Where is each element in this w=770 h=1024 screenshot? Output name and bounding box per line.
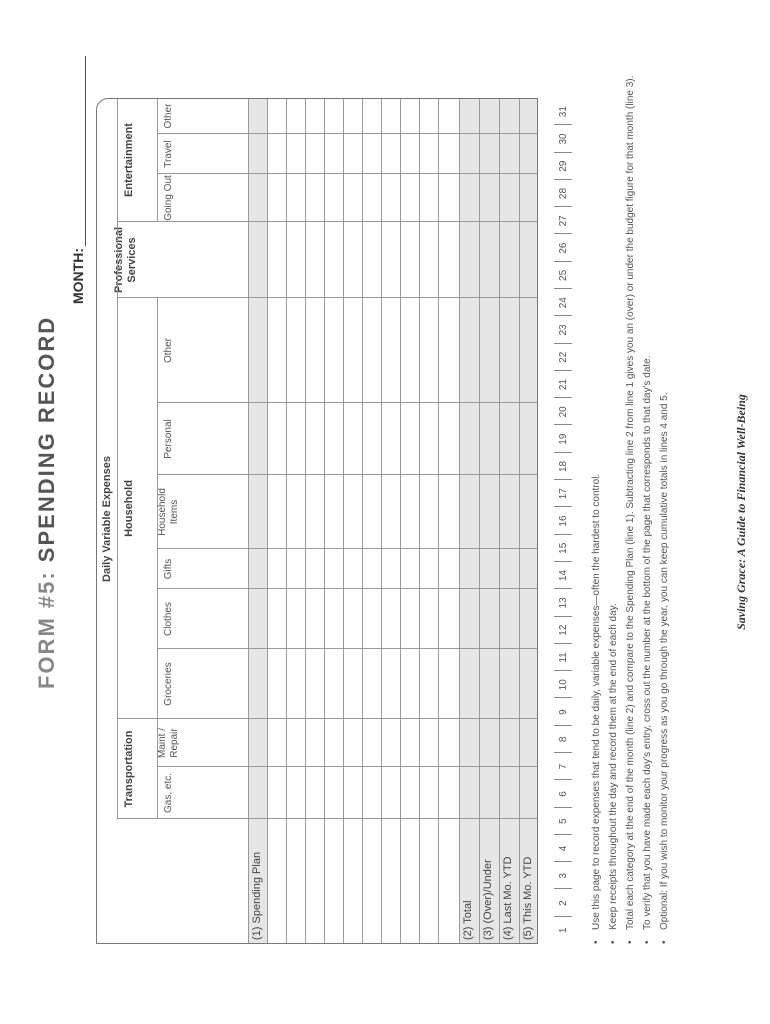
day-14[interactable]: 14 bbox=[557, 570, 569, 582]
day-separator bbox=[554, 261, 572, 262]
day-1[interactable]: 1 bbox=[557, 927, 569, 934]
col-divider bbox=[157, 766, 538, 767]
day-separator bbox=[554, 697, 572, 698]
day-17[interactable]: 17 bbox=[557, 488, 569, 500]
day-separator bbox=[554, 152, 572, 153]
day-31[interactable]: 31 bbox=[557, 106, 569, 118]
row-rule bbox=[459, 98, 460, 943]
col-divider bbox=[117, 297, 538, 298]
day-separator bbox=[554, 725, 572, 726]
day-separator bbox=[554, 807, 572, 808]
row-spending-plan: (1) Spending Plan bbox=[251, 851, 263, 940]
day-separator bbox=[554, 424, 572, 425]
entertainment-header: Entertainment bbox=[123, 123, 135, 197]
day-21[interactable]: 21 bbox=[557, 379, 569, 391]
day-26[interactable]: 26 bbox=[557, 242, 569, 254]
col-divider bbox=[157, 173, 538, 174]
book-footer: Saving Grace: A Guide to Financial Well-Being bbox=[734, 394, 748, 630]
row-over-under: (3) (Over)/Under bbox=[482, 859, 494, 940]
row-rule bbox=[362, 98, 363, 943]
col-divider bbox=[117, 221, 538, 222]
row-rule bbox=[381, 98, 382, 943]
day-separator bbox=[554, 588, 572, 589]
form-title bbox=[34, 316, 60, 689]
day-separator bbox=[554, 179, 572, 180]
month-input-line[interactable] bbox=[73, 56, 86, 246]
row-rule bbox=[305, 98, 306, 943]
day-separator bbox=[554, 288, 572, 289]
instructions bbox=[590, 64, 675, 944]
col-household-items: Household Items bbox=[157, 488, 180, 536]
day-13[interactable]: 13 bbox=[557, 597, 569, 609]
day-16[interactable]: 16 bbox=[557, 515, 569, 527]
col-divider bbox=[157, 402, 538, 403]
row-total: (2) Total bbox=[462, 900, 474, 940]
day-separator bbox=[554, 370, 572, 371]
day-18[interactable]: 18 bbox=[557, 460, 569, 472]
col-gifts: Gifts bbox=[163, 558, 174, 580]
day-separator bbox=[554, 916, 572, 917]
day-separator bbox=[554, 233, 572, 234]
day-30[interactable]: 30 bbox=[557, 133, 569, 145]
col-divider bbox=[157, 474, 538, 475]
instruction-item: • Use this page to record expenses that tend to be daily, variable expenses—often the hardest to control. bbox=[590, 64, 603, 944]
row-rule bbox=[267, 98, 268, 943]
day-10[interactable]: 10 bbox=[557, 679, 569, 691]
day-separator bbox=[554, 861, 572, 862]
row-rule bbox=[400, 98, 401, 943]
col-divider bbox=[157, 648, 538, 649]
professional-services-header: Professional Services bbox=[113, 226, 138, 294]
month-label: MONTH: bbox=[70, 248, 86, 304]
row-rule bbox=[438, 98, 439, 943]
instruction-item: • To verify that you have made each day's entry, cross out the number at the bottom of the page that corresponds to that day's date. bbox=[641, 64, 654, 944]
form-title-main: SPENDING RECORD bbox=[34, 315, 59, 563]
col-maint-repair: Maint / Repair bbox=[157, 728, 180, 759]
row-last-ytd: (4) Last Mo. YTD bbox=[502, 856, 514, 940]
col-groceries: Groceries bbox=[163, 662, 174, 706]
day-separator bbox=[554, 206, 572, 207]
day-19[interactable]: 19 bbox=[557, 433, 569, 445]
day-separator bbox=[554, 452, 572, 453]
day-separator bbox=[554, 561, 572, 562]
row-rule bbox=[286, 98, 287, 943]
day-separator bbox=[554, 315, 572, 316]
instruction-item: • Optional: If you wish to monitor your progress as you go through the year, you can keep cumulative totals in lines 4 and 5. bbox=[658, 64, 671, 944]
header-rule bbox=[157, 98, 158, 222]
col-household-other: Other bbox=[163, 338, 174, 364]
transportation-header: Transportation bbox=[123, 730, 135, 808]
day-27[interactable]: 27 bbox=[557, 215, 569, 227]
col-divider bbox=[117, 818, 538, 819]
col-clothes: Clothes bbox=[163, 602, 174, 636]
col-divider bbox=[117, 718, 538, 719]
day-separator bbox=[554, 124, 572, 125]
expense-table bbox=[96, 98, 538, 944]
day-checklist bbox=[548, 98, 578, 944]
col-going-out: Going Out bbox=[163, 175, 174, 221]
day-9[interactable]: 9 bbox=[557, 709, 569, 715]
day-8[interactable]: 8 bbox=[557, 736, 569, 743]
day-23[interactable]: 23 bbox=[557, 324, 569, 336]
day-22[interactable]: 22 bbox=[557, 351, 569, 363]
day-24[interactable]: 24 bbox=[557, 297, 569, 309]
row-rule bbox=[343, 98, 344, 943]
row-rule bbox=[248, 98, 249, 943]
day-29[interactable]: 29 bbox=[557, 160, 569, 172]
day-11[interactable]: 11 bbox=[557, 652, 569, 663]
day-25[interactable]: 25 bbox=[557, 269, 569, 281]
household-header: Household bbox=[123, 480, 135, 537]
instruction-item: • Total each category at the end of the month (line 2) and compare to the Spending Plan (line 1). Subtracting line 2 from line 1 gives you an (over) or under the budget figure for that month (line 3). bbox=[624, 64, 637, 944]
day-2[interactable]: 2 bbox=[557, 900, 569, 906]
day-separator bbox=[554, 397, 572, 398]
day-separator bbox=[554, 779, 572, 780]
day-4[interactable]: 4 bbox=[557, 845, 569, 852]
col-divider bbox=[157, 588, 538, 589]
row-rule bbox=[479, 98, 480, 943]
day-6[interactable]: 6 bbox=[557, 791, 569, 797]
col-gas: Gas, etc. bbox=[163, 773, 174, 814]
day-separator bbox=[554, 643, 572, 644]
row-this-ytd: (5) This Mo. YTD bbox=[522, 856, 534, 940]
col-personal: Personal bbox=[163, 419, 174, 459]
month-field[interactable] bbox=[70, 56, 86, 304]
day-12[interactable]: 12 bbox=[557, 624, 569, 636]
row-rule bbox=[519, 98, 520, 943]
row-rule bbox=[419, 98, 420, 943]
day-separator bbox=[554, 506, 572, 507]
col-entertainment-other: Other bbox=[163, 103, 174, 129]
day-3[interactable]: 3 bbox=[557, 873, 569, 879]
row-rule bbox=[499, 98, 500, 943]
day-5[interactable]: 5 bbox=[557, 818, 569, 824]
day-separator bbox=[554, 343, 572, 344]
day-separator bbox=[554, 834, 572, 835]
header-rule bbox=[117, 98, 118, 819]
day-7[interactable]: 7 bbox=[557, 763, 569, 770]
form-title-prefix: FORM #5: bbox=[34, 562, 59, 689]
header-rule bbox=[157, 298, 158, 819]
day-separator bbox=[554, 670, 572, 671]
row-rule bbox=[324, 98, 325, 943]
col-divider bbox=[157, 133, 538, 134]
day-15[interactable]: 15 bbox=[557, 542, 569, 554]
day-28[interactable]: 28 bbox=[557, 187, 569, 200]
day-separator bbox=[554, 616, 572, 617]
day-20[interactable]: 20 bbox=[557, 406, 569, 418]
col-divider bbox=[157, 548, 538, 549]
day-separator bbox=[554, 752, 572, 753]
spending-plan-shade bbox=[248, 98, 267, 819]
instruction-item: • Keep receipts throughout the day and record them at the end of each day. bbox=[607, 64, 620, 944]
daily-variable-expenses-header: Daily Variable Expenses bbox=[101, 456, 113, 582]
col-travel: Travel bbox=[163, 140, 174, 168]
day-separator bbox=[554, 888, 572, 889]
day-separator bbox=[554, 479, 572, 480]
day-separator bbox=[554, 534, 572, 535]
